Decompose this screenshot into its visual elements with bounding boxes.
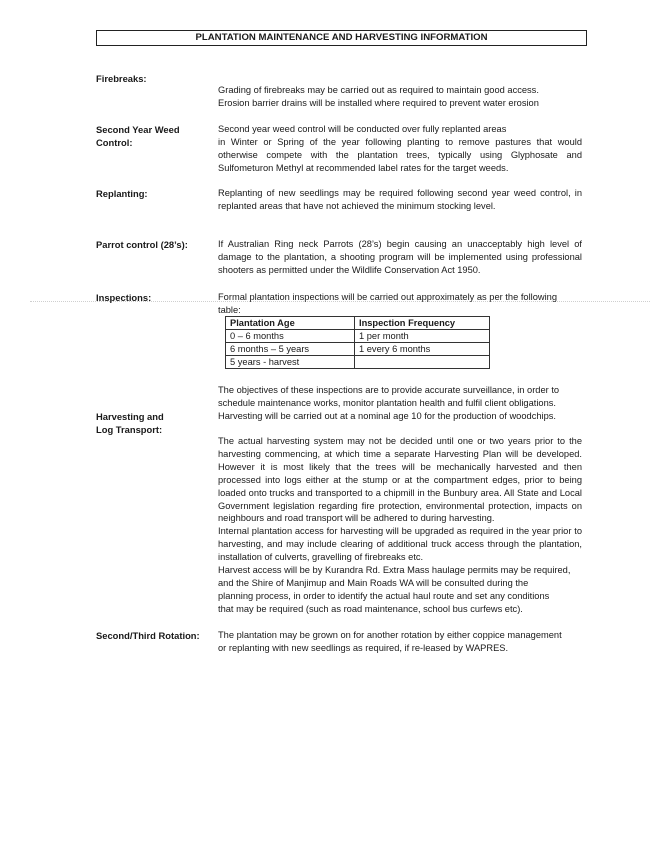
table-header-cell: Plantation Age [226,317,355,330]
inspection-objectives [218,384,582,423]
table-cell: 5 years - harvest [226,356,355,369]
table-header-cell: Inspection Frequency [355,317,490,330]
harvest-access-line: planning process, in order to identify the actual haul route and set any conditions [218,590,550,601]
harvest-access-line: Harvest access will be by Kurandra Rd. Extra Mass haulage permits may be required, [218,565,571,576]
inspection-table [225,316,490,369]
firebreaks-text [218,84,582,110]
weed-control-label-line: Second Year Weed [96,124,180,135]
replanting-label: Replanting: [96,188,148,199]
table-header-row [226,317,490,330]
harvesting-paragraph: The actual harvesting system may not be decided until one or two years prior to the harvesting commencing, at which time a separate Harvesting Plan will be developed. However it is most likely that the trees will be mechanically harvested and then processed into logs either at the stump or at the compartment edges, prior to being loaded onto trucks and transported to a chipmill in the Bunbury area. All State and Local Government legislation regarding fire protection, environmental protection, impacts on neighbours and road transport will be adhered to during harvesting. [218,436,582,524]
table-row [226,343,490,356]
rotation-label: Second/Third Rotation: [96,630,200,641]
harvest-access-line: and the Shire of Manjimup and Main Roads WA will be consulted during the [218,577,529,588]
firebreaks-label: Firebreaks: [96,73,147,84]
weed-control-first-line: Second year weed control will be conducted over fully replanted areas [218,124,507,134]
weed-control-paragraph: in Winter or Spring of the year following planting to remove pastures that would otherwise compete with the plantation trees, typically using Glyphosate and Sulfometuron Methyl at recommended label rates for the target weeds. [218,136,582,173]
inspections-label: Inspections: [96,292,152,303]
objectives-line: schedule maintenance works, monitor plantation health and fulfil client obligations. [218,397,556,408]
weed-control-text [218,123,582,175]
harvest-access-line: that may be required (such as road maintenance, school bus curfews etc). [218,603,523,614]
table-cell: 6 months – 5 years [226,343,355,356]
replanting-text: Replanting of new seedlings may be required following second year weed control, in replanted areas that have not achieved the minimum stocking level. [218,188,582,211]
harvesting-label-line: Harvesting and [96,411,164,422]
table-cell: 0 – 6 months [226,330,355,343]
table-row [226,356,490,369]
harvesting-intro: Harvesting will be carried out at a nominal age 10 for the production of woodchips. [218,410,556,421]
firebreaks-line: Grading of firebreaks may be carried out as required to maintain good access. [218,85,539,95]
firebreaks-line: Erosion barrier drains will be installed where required to prevent water erosion [218,97,539,108]
rotation-text [218,629,582,655]
parrot-control-label: Parrot control (28’s): [96,239,188,250]
objectives-line: The objectives of these inspections are to provide accurate surveillance, in order to [218,385,560,395]
harvesting-label [96,410,211,436]
table-cell [355,356,490,369]
rotation-line: or replanting with new seedlings as required, if re-leased by WAPRES. [218,642,509,653]
weed-control-label-line: Control: [96,137,133,148]
rotation-line: The plantation may be grown on for another rotation by either coppice management [218,630,562,640]
inspections-text: Formal plantation inspections will be carried out approximately as per the following table: [218,292,557,315]
weed-control-label [96,123,211,149]
table-cell: 1 per month [355,330,490,343]
table-cell: 1 every 6 months [355,343,490,356]
harvesting-text [218,435,582,616]
parrot-control-text: If Australian Ring neck Parrots (28’s) begin causing an unacceptably high level of damage to the plantation, a shooting program will be implemented using professional shooters as permitted under the Wildlife Conservation Act 1950. [218,239,582,275]
harvesting-paragraph: Internal plantation access for harvesting will be upgraded as required in the year prior to harvesting, and may include clearing of additional truck access through the plantation, installation of culverts, gravelling of firebreaks etc. [218,526,582,563]
document-title: PLANTATION MAINTENANCE AND HARVESTING INFORMATION [96,30,587,46]
table-row [226,330,490,343]
harvesting-label-line: Log Transport: [96,424,163,435]
